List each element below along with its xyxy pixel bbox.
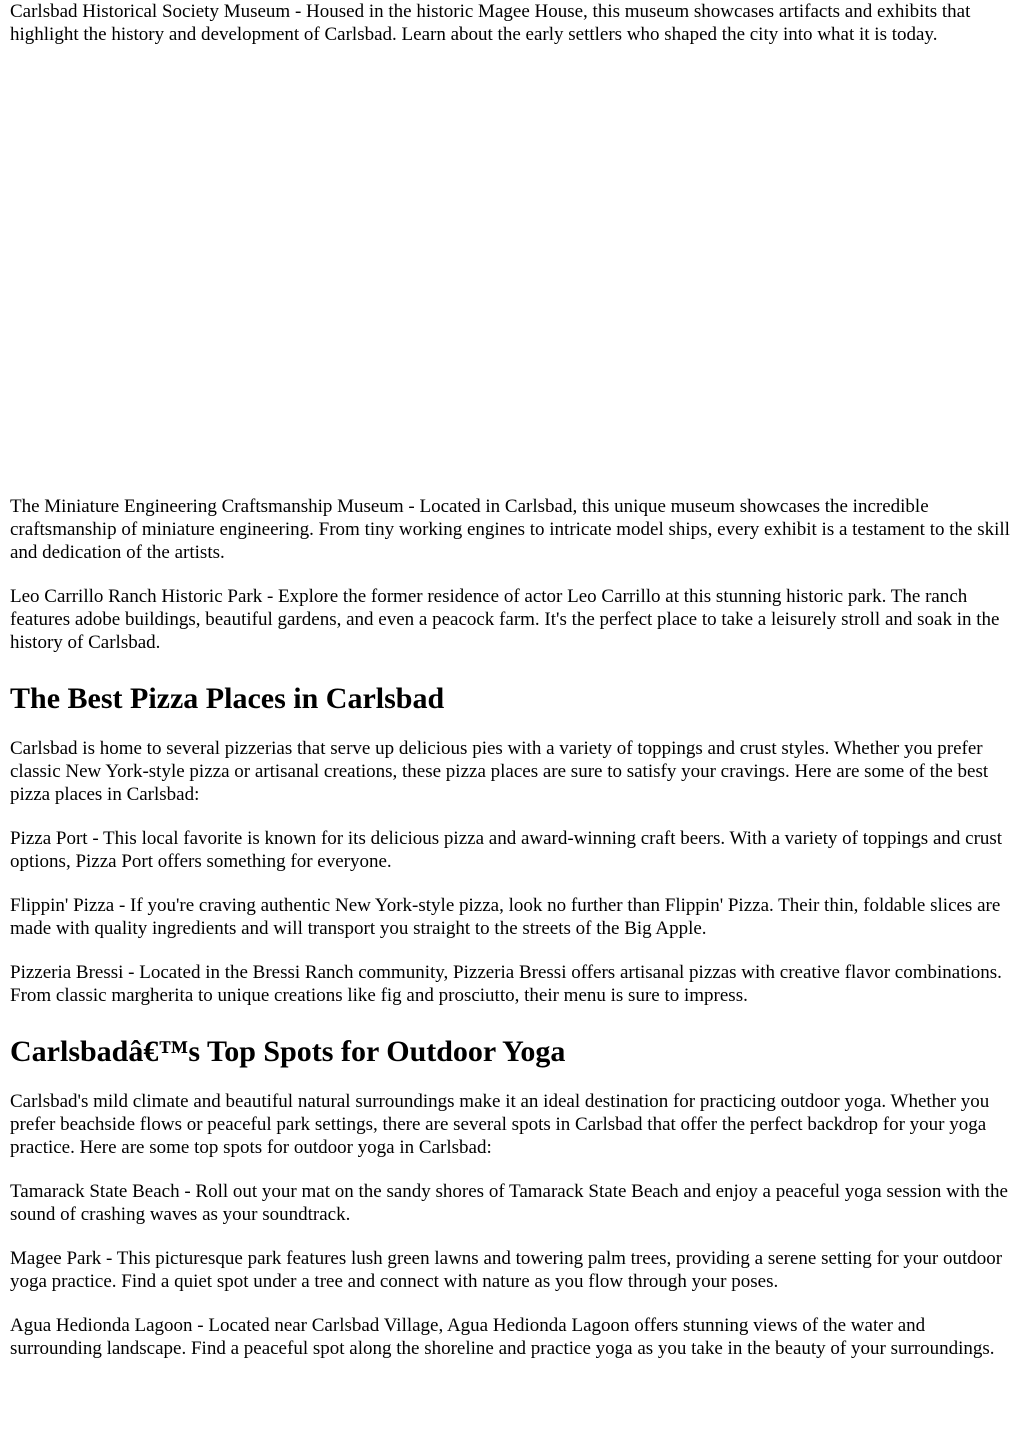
paragraph-agua-hedionda-lagoon: Agua Hedionda Lagoon - Located near Carlsbad Village, Agua Hedionda Lagoon offers stunning views of the water and surrounding landscape. Find a peaceful spot along the shoreline and practice yoga as you take in the beauty of your surroundings. bbox=[10, 1315, 995, 1359]
paragraph-miniature-engineering-museum: The Miniature Engineering Craftsmanship Museum - Located in Carlsbad, this unique museum showcases the incredible craftsmanship of miniature engineering. From tiny working engines to intricate model ships, every exhibit is a testament to the skill and dedication of the artists. bbox=[10, 496, 1010, 563]
heading-pizza-places: The Best Pizza Places in Carlsbad bbox=[10, 682, 445, 715]
heading-outdoor-yoga: Carlsbadâ€™s Top Spots for Outdoor Yoga bbox=[10, 1035, 566, 1068]
paragraph-flippin-pizza: Flippin' Pizza - If you're craving authentic New York-style pizza, look no further than Flippin' Pizza. Their thin, foldable slices are made with quality ingredients and will transport you straight to the streets of the Big Apple. bbox=[10, 895, 1001, 939]
paragraph-tamarack-beach: Tamarack State Beach - Roll out your mat on the sandy shores of Tamarack State Beach and enjoy a peaceful yoga session with the sound of crashing waves as your soundtrack. bbox=[10, 1181, 1008, 1225]
blank-space bbox=[10, 46, 1014, 495]
paragraph-magee-park: Magee Park - This picturesque park features lush green lawns and towering palm trees, providing a serene setting for your outdoor yoga practice. Find a quiet spot under a tree and connect with nature as you flow through your poses. bbox=[10, 1248, 1003, 1292]
paragraph-pizza-port: Pizza Port - This local favorite is known for its delicious pizza and award-winning craft beers. With a variety of toppings and crust options, Pizza Port offers something for everyone. bbox=[10, 828, 1003, 872]
paragraph-pizzeria-bressi: Pizzeria Bressi - Located in the Bressi Ranch community, Pizzeria Bressi offers artisanal pizzas with creative flavor combinations. From classic margherita to unique creations like fig and prosciutto, their menu is sure to impress. bbox=[10, 962, 1002, 1006]
paragraph-yoga-intro: Carlsbad's mild climate and beautiful natural surroundings make it an ideal destination for practicing outdoor yoga. Whether you prefer beachside flows or peaceful park settings, there are several spots in Carlsbad that offer the perfect backdrop for your yoga practice. Here are some top spots for outdoor yoga in Carlsbad: bbox=[10, 1091, 990, 1158]
paragraph-leo-carrillo-ranch: Leo Carrillo Ranch Historic Park - Explore the former residence of actor Leo Carrillo at this stunning historic park. The ranch features adobe buildings, beautiful gardens, and even a peacock farm. It's the perfect place to take a leisurely stroll and soak in the history of Carlsbad. bbox=[10, 586, 1000, 653]
paragraph-pizza-intro: Carlsbad is home to several pizzerias that serve up delicious pies with a variety of toppings and crust styles. Whether you prefer classic New York-style pizza or artisanal creations, these pizza places are sure to satisfy your cravings. Here are some of the best pizza places in Carlsbad: bbox=[10, 738, 989, 805]
paragraph-historical-society-museum: Carlsbad Historical Society Museum - Housed in the historic Magee House, this museum showcases artifacts and exhibits that highlight the history and development of Carlsbad. Learn about the early settlers who shaped the city into what it is today. bbox=[10, 1, 971, 45]
